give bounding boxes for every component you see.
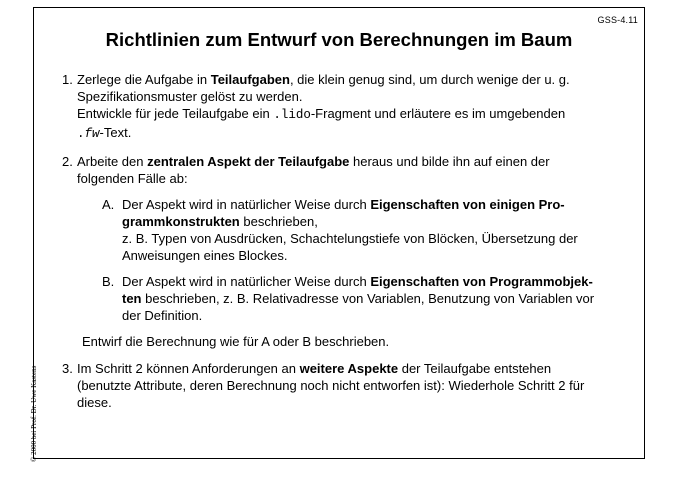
step-line: Arbeite den zentralen Aspekt der Teilaufgabe heraus und bilde ihn auf einen der: [77, 154, 550, 169]
emphasis: weitere Aspekte: [299, 361, 399, 376]
case-line: Anweisungen eines Blockes.: [122, 248, 288, 263]
step-line: Im Schritt 2 können Anforderungen an weitere Aspekte der Teilaufgabe entstehen: [77, 361, 552, 376]
code-fragment: fw: [84, 127, 100, 141]
step-number: 1.: [62, 72, 73, 87]
case-line: ten beschrieben, z. B. Relativadresse von Variablen, Benutzung von Variablen vor: [122, 291, 595, 306]
step-line: diese.: [77, 395, 112, 410]
step-line: Spezifikationsmuster gelöst zu werden.: [77, 89, 303, 104]
guideline-list: [62, 71, 632, 411]
step-1: [62, 71, 632, 143]
code-fragment: .lido: [273, 108, 311, 122]
case-line: grammkonstrukten beschrieben,: [122, 214, 318, 229]
case-letter: B.: [102, 274, 115, 289]
slide-code: GSS-4.11: [597, 15, 638, 25]
step-line: Zerlege die Aufgabe in Teilaufgaben, die klein genug sind, um durch wenige der u. g.: [77, 72, 570, 87]
page-title: Richtlinien zum Entwurf von Berechnungen im Baum: [105, 29, 573, 50]
step-line: Entwickle für jede Teilaufgabe ein .lido-Fragment und erläutere es im umgebenden: [77, 106, 566, 122]
case-letter: A.: [102, 197, 115, 212]
step-2: [62, 153, 632, 350]
case-line: Der Aspekt wird in natürlicher Weise durch Eigenschaften von Programmobjek-: [122, 274, 593, 289]
step-line: folgenden Fälle ab:: [77, 171, 188, 186]
case-a: [102, 196, 632, 264]
emphasis: zentralen Aspekt der Teilaufgabe: [147, 154, 350, 169]
step-number: 3.: [62, 361, 73, 376]
case-line: der Definition.: [122, 308, 203, 323]
case-b: [102, 273, 632, 324]
emphasis: Eigenschaften von einigen Pro-: [370, 197, 565, 212]
step-2-closing: Entwirf die Berechnung wie für A oder B beschrieben.: [82, 334, 390, 349]
copyright-note: © 2000 bei Prof. Dr. Uwe Kastens: [30, 365, 38, 462]
case-line: Der Aspekt wird in natürlicher Weise durch Eigenschaften von einigen Pro-: [122, 197, 565, 212]
step-line: .fw-Text.: [77, 125, 132, 141]
emphasis: grammkonstrukten: [122, 214, 240, 229]
step-number: 2.: [62, 154, 73, 169]
emphasis: Teilaufgaben: [210, 72, 290, 87]
step-3: [62, 360, 632, 411]
emphasis: Eigenschaften von Programmobjek-: [370, 274, 593, 289]
case-line: z. B. Typen von Ausdrücken, Schachtelungstiefe von Blöcken, Übersetzung der: [122, 231, 578, 246]
step-line: (benutzte Attribute, deren Berechnung noch nicht entworfen ist): Wiederhole Schritt 2 für: [77, 378, 585, 393]
emphasis: ten: [122, 291, 142, 306]
